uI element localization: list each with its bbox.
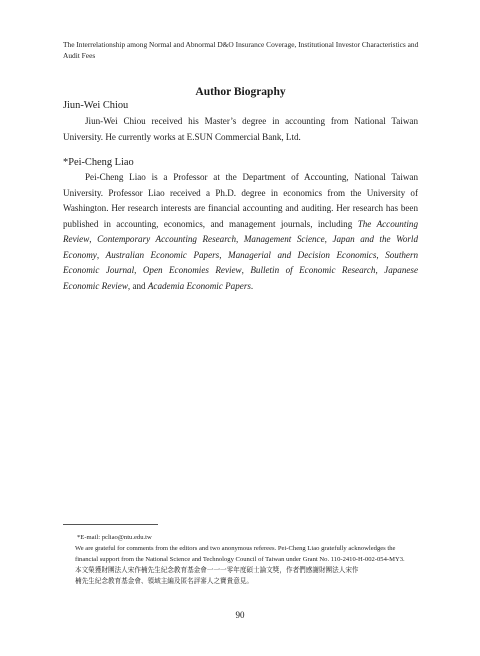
acknowledgment-chinese-line-2: 楠先生紀念教育基金會、領域主編及匿名評審人之寶貴意見。: [75, 578, 254, 585]
journal-name: Japan and the World Economy: [63, 234, 418, 260]
journal-name: Academia Economic Papers: [147, 280, 251, 291]
journal-name: Japanese Economic Review: [63, 265, 419, 291]
journal-name: Contemporary Accounting Research: [97, 234, 236, 244]
journal-name: Bulletin of Economic Research: [250, 265, 376, 275]
author-bio-2-text: Pei-Cheng Liao is a Professor at the Department of Accounting, National Taiwan University. Professor Liao received a Ph.D. degree in economics from the University of Washington. Her research interests are financial accounting and auditing. Her research has been published in accounting, economics, and management journals, including: [63, 172, 418, 229]
author-name-1: Jiun-Wei Chiou: [63, 100, 129, 111]
acknowledgment-chinese-line-1: 本文榮獲財團法人宋作楠先生紀念教育基金會一一一零年度碩士論文獎，作者們感謝財團法人宋作: [75, 567, 359, 574]
author-name-2: *Pei-Cheng Liao: [63, 157, 134, 168]
journal-name: Managerial and Decision Economics: [228, 249, 377, 260]
footnote-divider: [63, 524, 158, 525]
author-bio-2: Pei-Cheng Liao is a Professor at the Department of Accounting, National Taiwan University. Professor Liao received a Ph.D. degree in economics from the University of Washington. Her research interests are financial accounting and auditing. Her research has been published in accounting, economics, and management journals, including The Accounting Review, Contemporary Accounting Research, Management Science, Japan and the World Economy, Australian Economic Papers, Managerial and Decision Economics, Southern Economic Journal, Open Economies Review, Bulletin of Economic Research, Japanese Economic Review, and Academia Economic Papers.: [63, 172, 419, 291]
author-bio-1: Jiun-Wei Chiou received his Master’s degree in accounting from National Taiwan University. He currently works at E.SUN Commercial Bank, Ltd.: [63, 116, 418, 142]
author-email: *E-mail: pcliao@ntu.edu.tw: [77, 534, 152, 541]
journal-name: Australian Economic Papers: [105, 249, 220, 260]
acknowledgment-english: We are grateful for comments from the editors and two anonymous referees. Pei-Cheng Liao gratefully acknowledges the financial support from the National Science and Technology Council of Taiwan under Grant No. 110-2410-H-002-054-MY3.: [75, 545, 405, 563]
journal-name: Southern Economic Journal: [63, 249, 419, 275]
page-number: 90: [235, 610, 245, 620]
footnotes: [75, 532, 420, 587]
journal-name: Management Science: [243, 234, 325, 244]
journal-name: The Accounting Review: [63, 218, 419, 244]
section-title: Author Biography: [195, 86, 286, 98]
journal-name: Open Economies Review: [142, 265, 242, 275]
running-header: The Interrelationship among Normal and Abnormal D&O Insurance Coverage, Institutional Investor Characteristics and Audit Fees: [63, 40, 419, 60]
